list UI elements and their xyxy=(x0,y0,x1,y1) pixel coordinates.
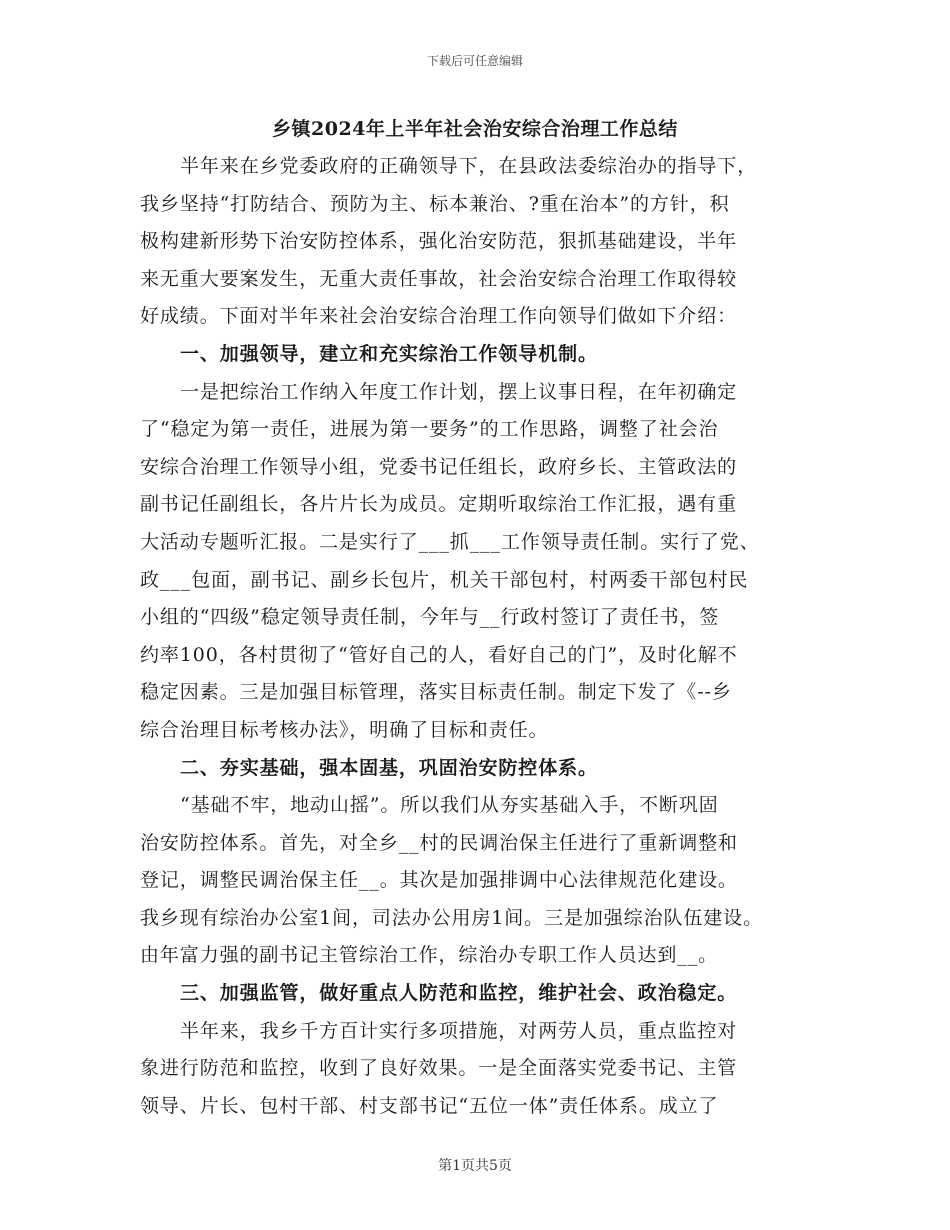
body-text-line: 稳定因素。三是加强目标管理，落实目标责任制。制定下发了《--乡 xyxy=(140,681,732,704)
body-text-line: 登记，调整民调治保主任__。其次是加强排调中心法律规范化建设。 xyxy=(140,869,738,892)
page-footer: 第1页共5页 xyxy=(438,1158,512,1174)
body-text-line: 小组的“四级”稳定领导责任制，今年与__行政村签订了责任书，签 xyxy=(140,606,720,629)
body-text-line: 约率100，各村贯彻了“管好自己的人，看好自己的门”，及时化解不 xyxy=(140,643,738,666)
body-text-line: 政___包面，副书记、副乡长包片，机关干部包村，村两委干部包村民 xyxy=(140,568,749,591)
body-text-line: 半年来，我乡千方百计实行多项措施，对两劳人员，重点监控对 xyxy=(180,1019,738,1042)
body-text-line: 我乡现有综治办公室1间，司法办公用房1间。三是加强综治队伍建设。 xyxy=(140,906,763,929)
body-text-line: 综合治理目标考核办法》，明确了目标和责任。 xyxy=(140,718,549,741)
body-text-line: 象进行防范和监控，收到了良好效果。一是全面落实党委书记、主管 xyxy=(140,1057,738,1080)
body-text-line: 由年富力强的副书记主管综治工作，综治办专职工作人员达到__。 xyxy=(140,944,719,967)
body-text-line: 大活动专题听汇报。二是实行了___抓___工作领导责任制。实行了党、 xyxy=(140,530,760,553)
body-text-line: 安综合治理工作领导小组，党委书记任组长，政府乡长、主管政法的 xyxy=(140,455,738,478)
body-text-line: 极构建新形势下治安防控体系，强化治安防范，狠抓基础建设，半年 xyxy=(140,230,738,253)
body-text-line: 一是把综治工作纳入年度工作计划，摆上议事日程，在年初确定 xyxy=(180,380,738,403)
section-heading: 一、加强领导，建立和充实综治工作领导机制。 xyxy=(180,342,598,365)
body-text-line: 好成绩。下面对半年来社会治安综合治理工作向领导们做如下介绍： xyxy=(140,305,738,328)
body-text-line: 了“稳定为第一责任，进展为第一要务”的工作思路，调整了社会治 xyxy=(140,418,719,441)
body-text-line: 我乡坚持“打防结合、预防为主、标本兼治、?重在治本”的方针，积 xyxy=(140,192,730,215)
section-heading: 二、夯实基础，强本固基，巩固治安防控体系。 xyxy=(180,756,598,779)
page-header: 下载后可任意编辑 xyxy=(426,54,523,68)
document-body xyxy=(140,148,830,1125)
body-text-line: 副书记任副组长，各片片长为成员。定期听取综治工作汇报，遇有重 xyxy=(140,493,738,516)
body-text-line: “基础不牢，地动山摇”。所以我们从夯实基础入手，不断巩固 xyxy=(180,794,719,817)
body-text-line: 半年来在乡党委政府的正确领导下，在县政法委综治办的指导下， xyxy=(180,155,758,177)
body-text-line: 领导、片长、包村干部、村支部书记“五位一体”责任体系。成立了 xyxy=(140,1094,719,1117)
body-text-line: 治安防控体系。首先，对全乡__村的民调治保主任进行了重新调整和 xyxy=(140,831,738,854)
document-title: 乡镇2024年上半年社会治安综合治理工作总结 xyxy=(272,118,678,140)
body-text-line: 来无重大要案发生，无重大责任事故，社会治安综合治理工作取得较 xyxy=(140,267,738,290)
section-heading: 三、加强监管，做好重点人防范和监控，维护社会、政治稳定。 xyxy=(180,982,738,1005)
